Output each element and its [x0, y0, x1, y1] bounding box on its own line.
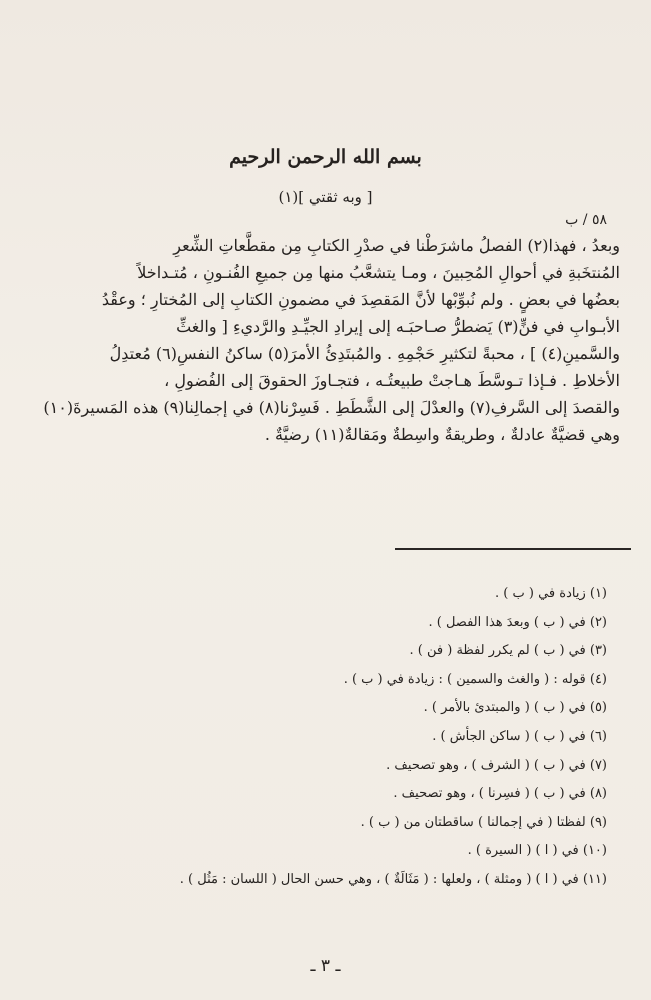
footnote-item: (٤) قوله : ( والغث والسمين ) : زيادة في ( ب ) . — [343, 671, 607, 687]
page-number: ـ ٣ ـ — [310, 956, 341, 976]
body-line: وهي قضيَّةٌ عادلةٌ ، وطريقةٌ واسِطةٌ ومَقالةٌ(١١) رضيَّةٌ . — [264, 425, 620, 444]
footnote-item: (٩) لفظتا ( في إجمالنا ) ساقطتان من ( ب ) . — [360, 814, 607, 830]
body-line: وبعدُ ، فهذا(٢) الفصلُ ماشرَطْنا في صدْرِ الكتابِ مِن مقطَّعاتِ الشِّعرِ — [173, 236, 620, 255]
footnote-item: (٨) في ( ب ) ( فسِرنا ) ، وهو تصحيف . — [393, 786, 607, 802]
body-line: بعضُها في بعضٍ . ولم نُبوِّبْها لأنَّ المَقصِدَ في مضمونِ الكتابِ إلى المُختارِ ؛ وعقْدُ — [101, 290, 620, 309]
sub-heading: [ وبه ثقتي ](١) — [278, 188, 373, 206]
footnote-item: (٢) في ( ب ) وبعدَ هذا الفصل ) . — [428, 614, 607, 630]
body-line: والقصدَ إلى السَّرفِ(٧) والعدْلَ إلى الشَّطَطِ . فَسِرْنا(٨) في إجمالِنا(٩) هذه المَسيرةَ(١٠) — [43, 398, 620, 417]
body-line: الأبـوابِ في فنٍّ(٣) يَضطرُّ صـاحبَـه إلى إيرادِ الجيِّـدِ والرَّديءِ [ والغثِّ — [176, 317, 620, 336]
footnote-item: (١) زيادة في ( ب ) . — [495, 586, 607, 601]
footnote-item: (٥) في ( ب ) ( والمبتدئ بالأمر ) . — [423, 700, 607, 716]
basmala-heading: بسم الله الرحمن الرحيم — [229, 146, 422, 168]
footnotes-list — [87, 580, 607, 895]
footnote-item: (١١) في ( ا ) ( ومثلة ) ، ولعلها : ( مَثَالَةٌ ) ، وهي حسن الحال ( اللسان : مَثُل ) . — [179, 871, 607, 887]
body-line: الأخلاطِ . فـإذا تـوسَّطَ هـاجتْ طبيعتُـه ، فتجـاوزَ الحقوقَ إلى الفُضولِ ، — [164, 371, 620, 390]
folio-reference: ٥٨ / ب — [565, 212, 607, 228]
footnote-item: (٣) في ( ب ) لم يكرر لفظة ( فن ) . — [409, 643, 607, 659]
footnote-item: (٦) في ( ب ) ( ساكن الجأش ) . — [432, 728, 607, 744]
footnote-item: (١٠) في ( ا ) ( السيرة ) . — [467, 843, 607, 859]
footnote-separator — [395, 548, 631, 550]
footnote-item: (٧) في ( ب ) ( الشرف ) ، وهو تصحيف . — [386, 757, 607, 773]
body-line: المُنتخَبةِ في أحوالِ المُحِبينَ ، ومـا يتشعَّبُ منها مِن جميعِ الفُنـونِ ، مُتـداخلاً — [137, 263, 620, 282]
body-paragraph — [43, 232, 620, 448]
body-line: والسَّمينِ(٤) ] ، محبةً لتكثيرِ حَجْمِهِ . والمُبتَدِئُ الأمرَ(٥) ساكنُ النفسِ(٦) مُعتدِلُ — [109, 344, 620, 363]
